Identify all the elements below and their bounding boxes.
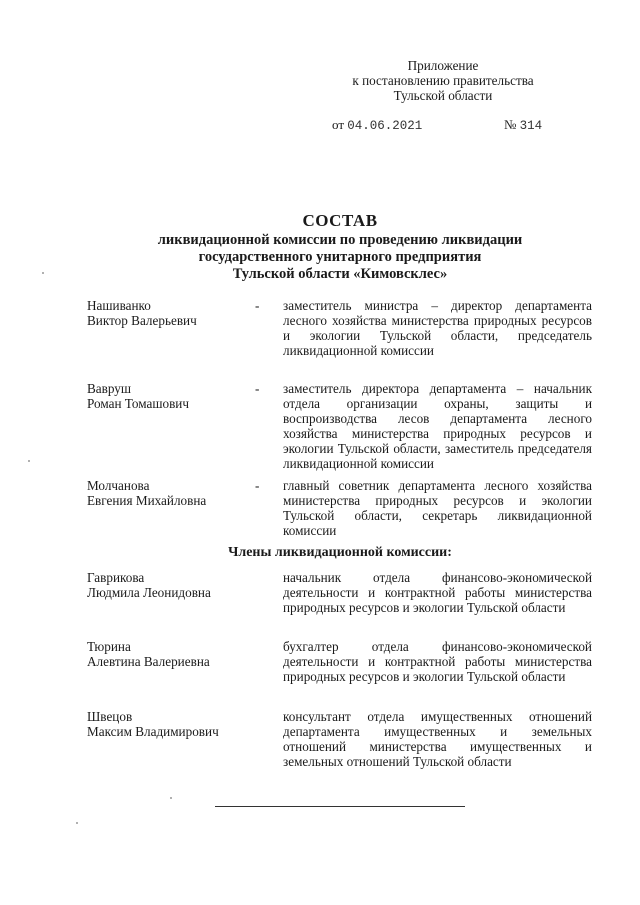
title-line: Тульской области «Кимовсклес» xyxy=(232,266,448,282)
person-role: заместитель министра – директор департамента лесного хозяйства министерства природных ресурсов и экологии Тульской области, председатель ликвидационной комиссии xyxy=(283,298,592,358)
person-name xyxy=(87,639,247,669)
title-line: ликвидационной комиссии по проведению ликвидации xyxy=(157,232,523,248)
scan-speck xyxy=(28,460,30,462)
person-given-names: Виктор Валерьевич xyxy=(87,313,197,328)
person-role: главный советник департамента лесного хозяйства министерства природных ресурсов и экологии Тульской области, секретарь ликвидационной комиссии xyxy=(283,478,592,538)
entry-dash: - xyxy=(255,298,260,313)
person-surname: Вавруш xyxy=(87,381,132,396)
decree-prefix: от xyxy=(332,117,345,132)
decree-number-prefix: № xyxy=(504,117,517,132)
person-name xyxy=(87,570,247,600)
appendix-line: Приложение xyxy=(407,58,479,73)
person-surname: Тюрина xyxy=(87,639,131,654)
decree-date: 04.06.2021 xyxy=(347,119,423,133)
person-role: консультант отдела имущественных отношений департамента имущественных и земельных отношений министерства имущественных и земельных отношений Тульской области xyxy=(283,709,592,769)
person-role: бухгалтер отдела финансово-экономической деятельности и контрактной работы министерства природных ресурсов и экологии Тульской области xyxy=(283,639,592,684)
person-given-names: Максим Владимирович xyxy=(87,724,219,739)
entry-dash: - xyxy=(255,478,260,493)
person-surname: Гаврикова xyxy=(87,570,145,585)
scan-speck xyxy=(170,797,172,799)
members-heading: Члены ликвидационной комиссии: xyxy=(228,545,452,560)
person-name xyxy=(87,478,247,508)
person-name xyxy=(87,381,247,411)
person-given-names: Людмила Леонидовна xyxy=(87,585,211,600)
person-role: начальник отдела финансово-экономической деятельности и контрактной работы министерства природных ресурсов и экологии Тульской области xyxy=(283,570,592,615)
person-given-names: Роман Томашович xyxy=(87,396,189,411)
person-surname: Нашиванко xyxy=(87,298,151,313)
appendix-block xyxy=(330,58,556,103)
title-line: государственного унитарного предприятия xyxy=(198,249,482,265)
person-role: заместитель директора департамента – начальник отдела организации охраны, защиты и воспроизводства лесов департамента лесного хозяйства министерства природных ресурсов и экологии Тульской области, заместитель председателя ликвидационной комиссии xyxy=(283,381,592,471)
entry-dash: - xyxy=(255,381,260,396)
decree-number: 314 xyxy=(519,119,543,133)
title-heading: СОСТАВ xyxy=(302,211,378,230)
closing-rule xyxy=(215,806,465,807)
person-surname: Швецов xyxy=(87,709,133,724)
scan-speck xyxy=(42,272,44,274)
person-name xyxy=(87,709,247,739)
scan-speck xyxy=(76,822,78,824)
person-surname: Молчанова xyxy=(87,478,150,493)
document-title xyxy=(120,212,560,283)
person-name xyxy=(87,298,247,328)
person-given-names: Алевтина Валериевна xyxy=(87,654,210,669)
appendix-line: к постановлению правительства xyxy=(352,73,534,88)
person-given-names: Евгения Михайловна xyxy=(87,493,207,508)
appendix-line: Тульской области xyxy=(393,88,493,103)
